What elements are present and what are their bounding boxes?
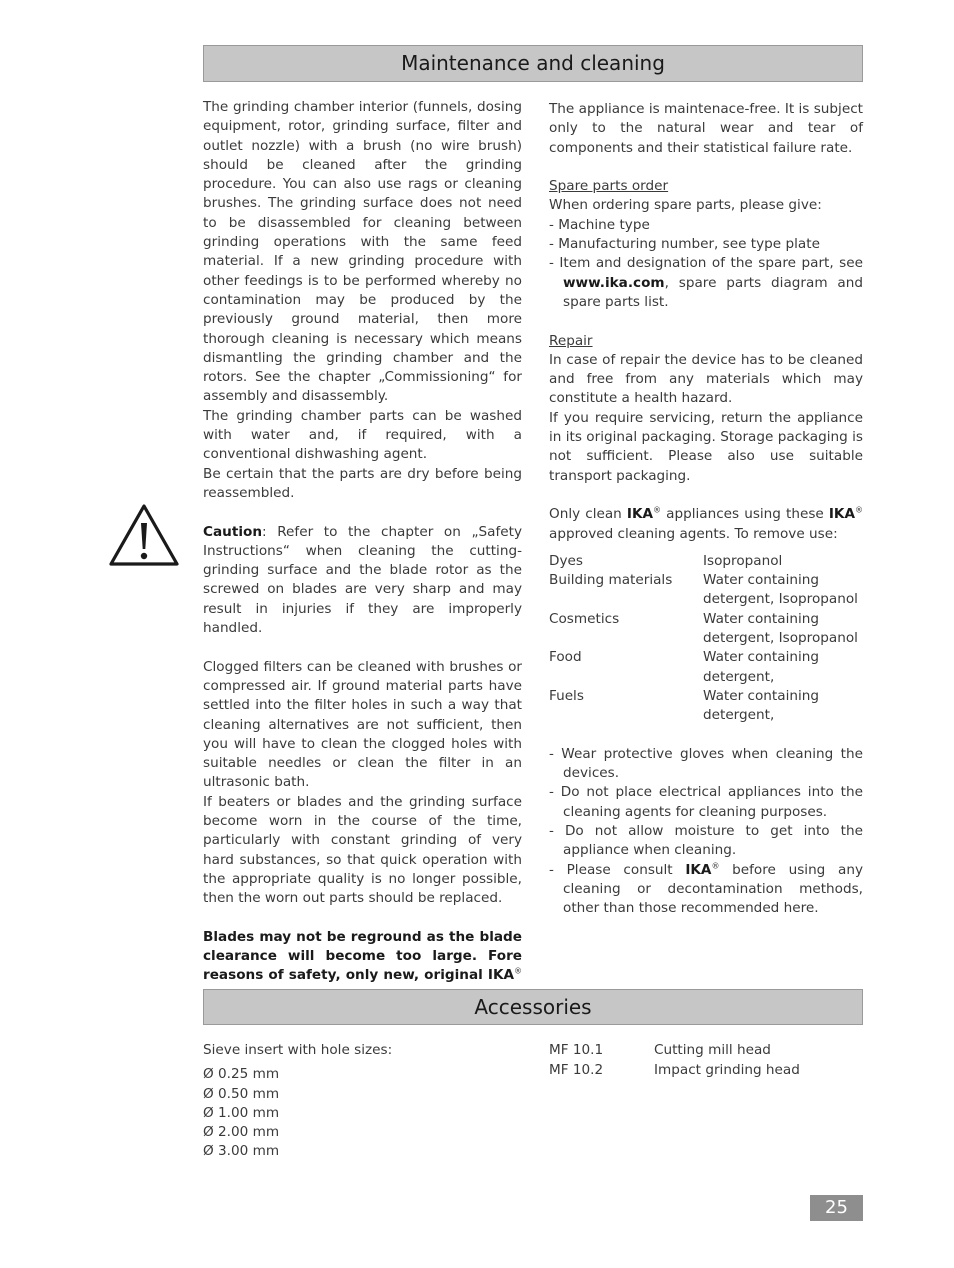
maintenance-left-column bbox=[203, 98, 522, 1024]
mill-heads-list bbox=[549, 1041, 800, 1080]
caution-paragraph bbox=[203, 523, 522, 639]
list-item bbox=[549, 1061, 800, 1081]
list-item: Ø 1.00 mm bbox=[203, 1104, 280, 1121]
table-cell-item: Cosmetics bbox=[549, 610, 620, 627]
sieve-list bbox=[203, 1041, 392, 1162]
cleaning-intro: Only clean IKA® appliances using these IKA® approved cleaning agents. To remove use: bbox=[549, 505, 863, 542]
table-cell-agent: Water containing detergent, Isopropanol bbox=[703, 572, 858, 608]
page-number: 25 bbox=[810, 1195, 863, 1221]
list-item: - Do not place electrical appliances into the cleaning agents for cleaning purposes. bbox=[549, 784, 863, 820]
list-item: Ø 0.50 mm bbox=[203, 1085, 280, 1102]
head-code: MF 10.2 bbox=[549, 1061, 604, 1078]
repair-heading: Repair bbox=[549, 332, 593, 349]
list-item bbox=[549, 1041, 800, 1061]
list-item: - Machine type bbox=[549, 216, 650, 233]
paragraph: The appliance is maintenace-free. It is subject only to the natural wear and tear of components and their statistical failure rate. bbox=[549, 101, 863, 156]
spare-parts-heading: Spare parts order bbox=[549, 178, 669, 195]
blade-warning: Blades may not be reground as the blade clearance will become too large. Fore reasons of safety, only new, original IKA® bbox=[203, 928, 522, 984]
table-cell-item: Building materials bbox=[549, 572, 673, 589]
paragraph: In case of repair the device has to be cleaned and free from any materials which may constitute a health hazard. bbox=[549, 351, 863, 407]
list-item: Ø 3.00 mm bbox=[203, 1143, 280, 1160]
table-cell-agent: Water containing detergent, bbox=[703, 649, 819, 685]
list-item: - Wear protective gloves when cleaning the devices. bbox=[549, 745, 863, 782]
cleaning-agents-table bbox=[549, 552, 863, 726]
paragraph: Be certain that the parts are dry before being reassembled. bbox=[203, 465, 522, 501]
table-cell-agent: Isopropanol bbox=[703, 552, 783, 569]
caution-label: Caution bbox=[203, 523, 263, 540]
table-cell-agent: Water containing detergent, bbox=[703, 687, 819, 724]
head-name: Cutting mill head bbox=[654, 1042, 771, 1058]
ika-link[interactable]: www.ika.com bbox=[563, 274, 665, 291]
paragraph: Clogged filters can be cleaned with brushes or compressed air. If ground material parts have settled into the filter holes in such a way that cleaning alternatives are not sufficient, then you will have to clean the clogged holes with suitable needles or clean the filter in an ultrasonic bath. bbox=[203, 658, 522, 791]
head-name: Impact grinding head bbox=[654, 1061, 800, 1078]
list-item: - Manufacturing number, see type plate bbox=[549, 236, 820, 253]
list-item: Ø 0.25 mm bbox=[203, 1066, 280, 1083]
caution-text: : Refer to the chapter on „Safety Instructions“ when cleaning the cutting-grinding surface and the blade rotor as the screwed on blades are very sharp and may result in injuries if they are improperly handled. bbox=[203, 523, 522, 637]
table-cell-item: Fuels bbox=[549, 687, 584, 704]
maintenance-right-column bbox=[549, 100, 863, 918]
section-title-accessories: Accessories bbox=[203, 989, 863, 1025]
paragraph: If beaters or blades and the grinding surface become worn in the course of the time, particularly with constant grinding of very hard substances, so that quick operation with the appropriate quality is no longer possible, then the worn out parts should be replaced. bbox=[203, 793, 522, 907]
sieve-label: Sieve insert with hole sizes: bbox=[203, 1042, 393, 1058]
paragraph: The grinding chamber parts can be washed with water and, if required, with a conventional dishwashing agent. bbox=[203, 407, 522, 463]
head-code: MF 10.1 bbox=[549, 1042, 604, 1058]
table-cell-agent: Water containing detergent, Isopropanol bbox=[703, 610, 858, 647]
section-title-maintenance: Maintenance and cleaning bbox=[203, 45, 863, 82]
table-cell-item: Food bbox=[549, 649, 582, 666]
paragraph: If you require servicing, return the appliance in its original packaging. Storage packaging is not sufficient. Please also use suitable transport packaging. bbox=[549, 409, 863, 484]
list-item: - Item and designation of the spare part, see www.ika.com, spare parts diagram and spare parts list. bbox=[549, 255, 863, 310]
table-cell-item: Dyes bbox=[549, 552, 583, 569]
warning-triangle-icon bbox=[108, 503, 180, 567]
list-item: - Please consult IKA® before using any cleaning or decontamination methods, other than those recommended here. bbox=[549, 861, 863, 917]
list-item: Ø 2.00 mm bbox=[203, 1124, 280, 1141]
paragraph: The grinding chamber interior (funnels, dosing equipment, rotor, grinding surface, filter and outlet nozzle) with a brush (no wire brush) should be cleaned after the grinding procedure. You can also use rags or cleaning brushes. The grinding surface does not need to be disassembled for cleaning between grinding operations with the same feed material. If a new grinding procedure with other feedings is to be performed whereby no contamination may be produced by the previously ground material, then more thorough cleaning is necessary which means dismantling the grinding chamber and the rotors. See the chapter „Commissioning“ for assembly and disassembly. bbox=[203, 99, 522, 405]
list-item: - Do not allow moisture to get into the appliance when cleaning. bbox=[549, 822, 863, 859]
spare-parts-intro: When ordering spare parts, please give: bbox=[549, 197, 822, 214]
